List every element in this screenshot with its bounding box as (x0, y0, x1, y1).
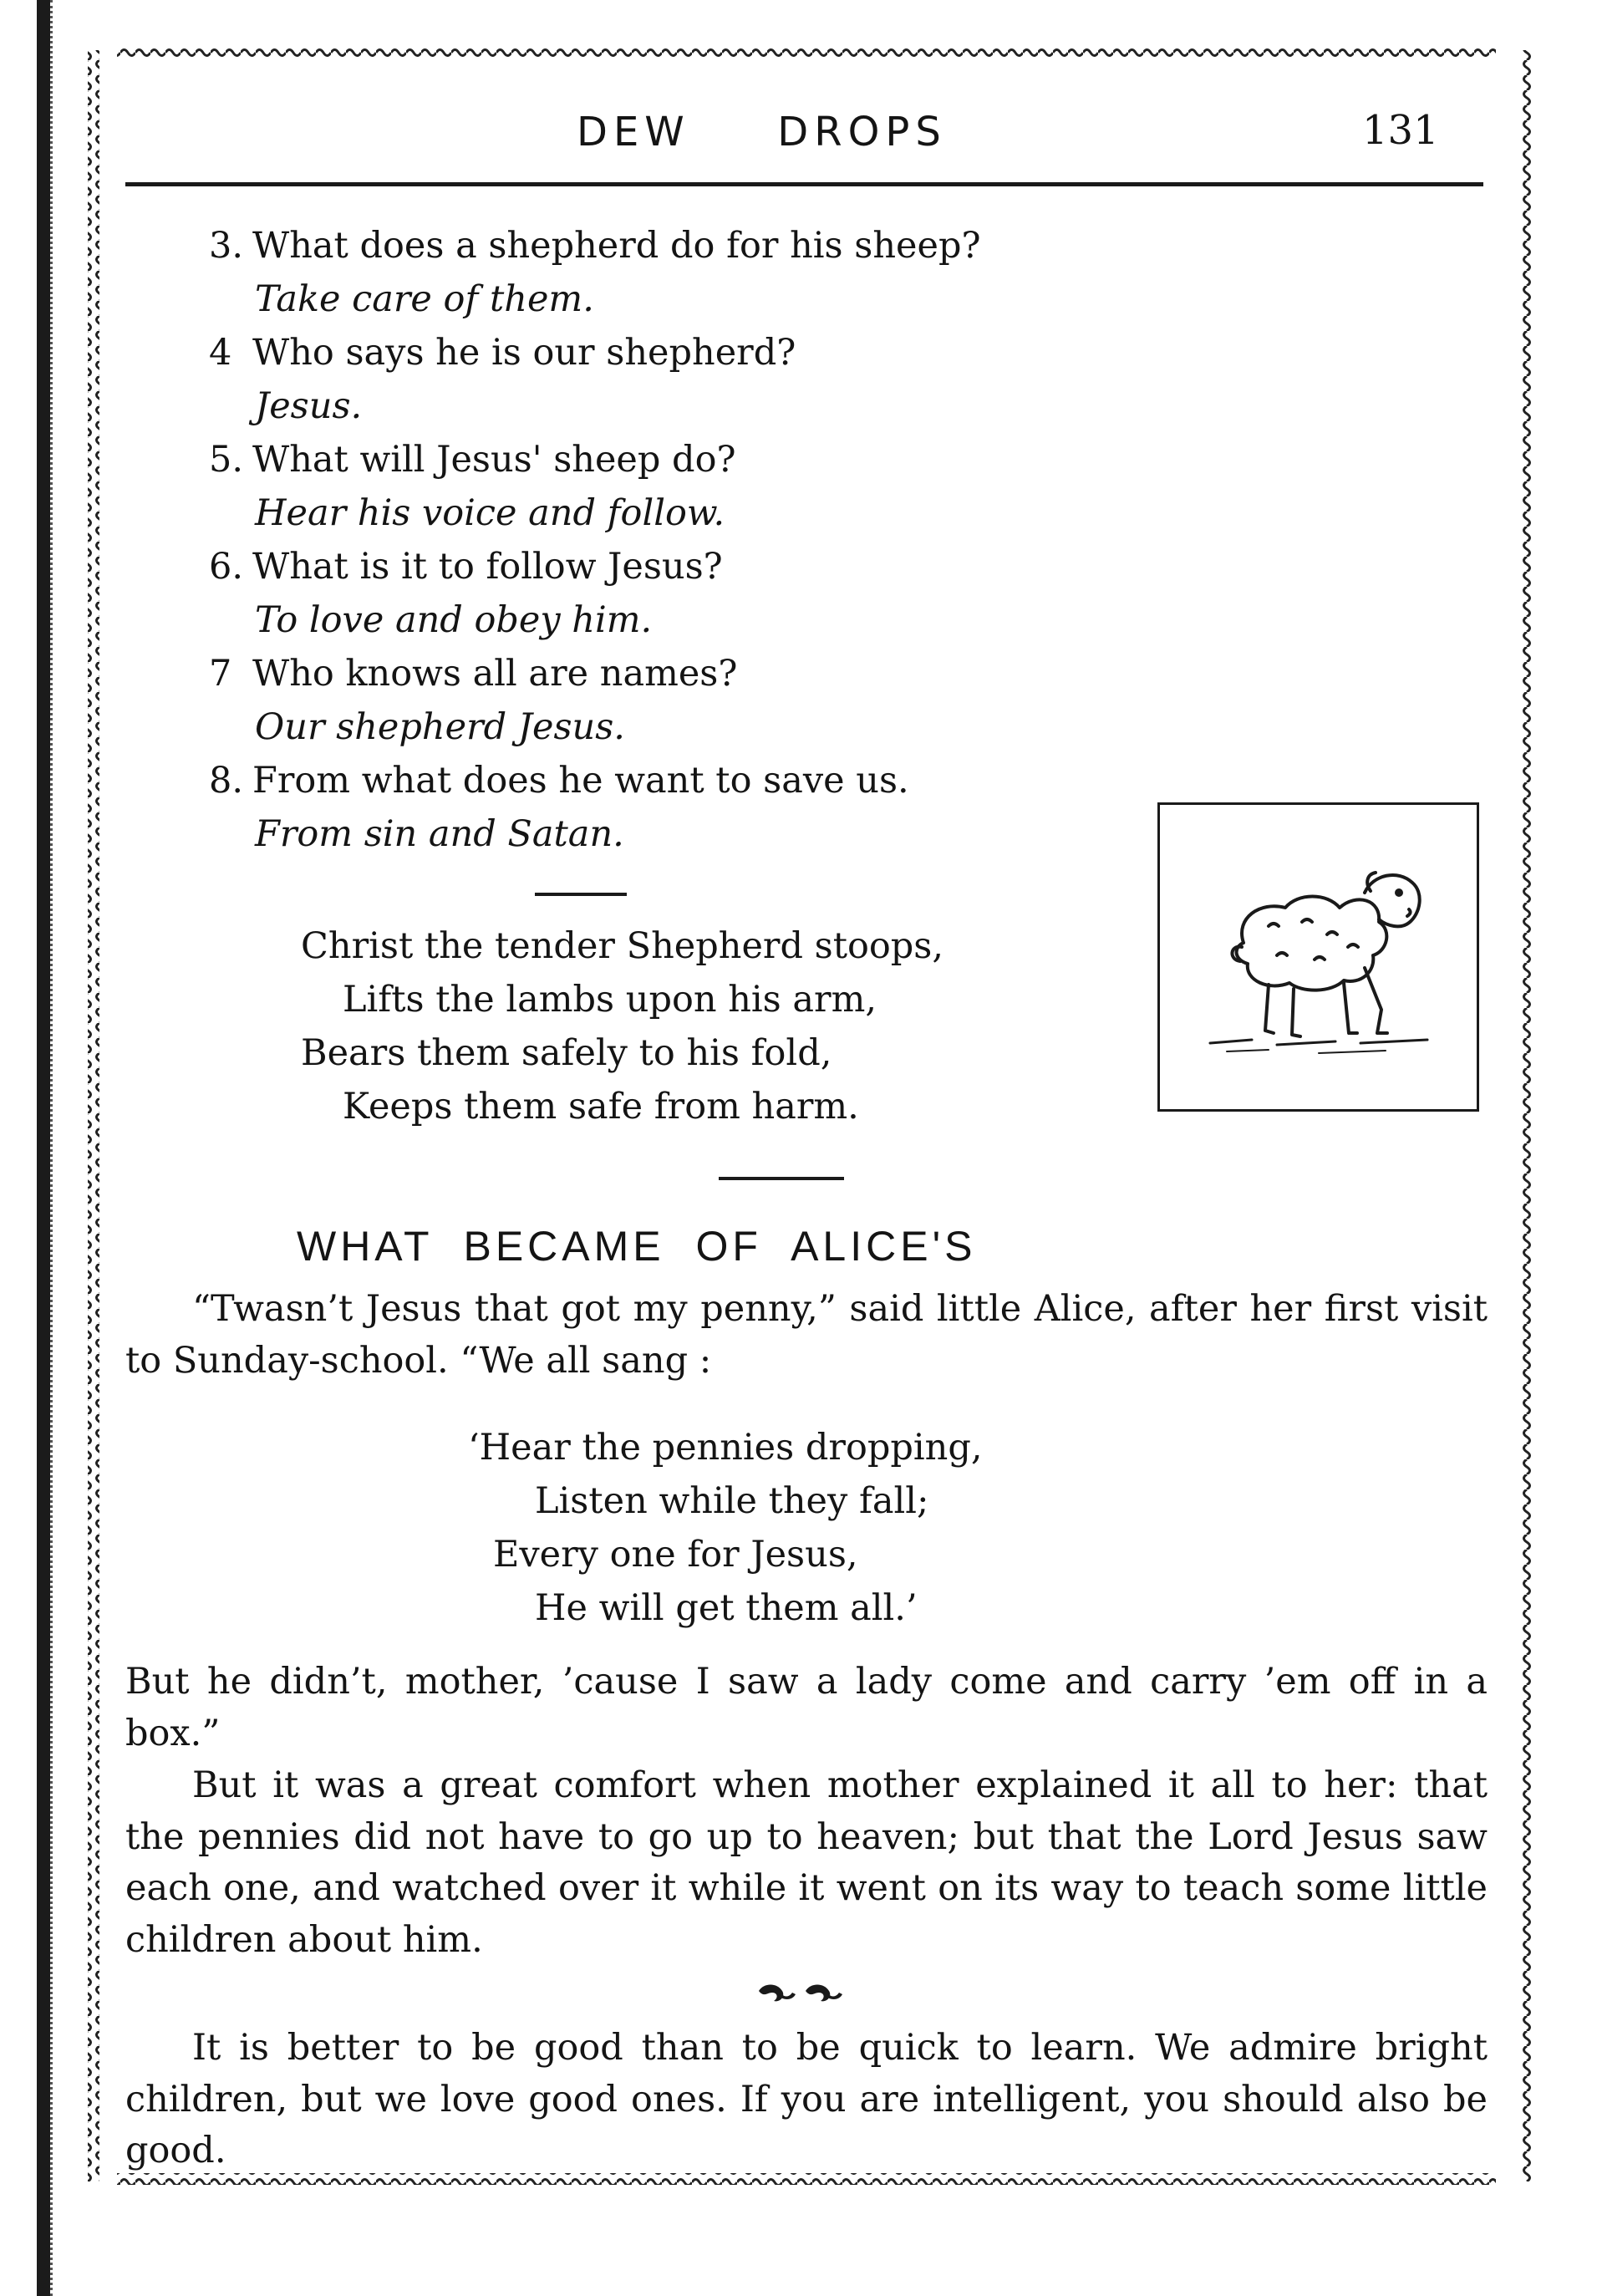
question-number: 5. (209, 439, 244, 481)
running-title-word1: DEW (577, 109, 690, 155)
song-line: He will get them all.’ (535, 1587, 918, 1629)
question-text: Who knows all are names? (252, 653, 738, 695)
story-intro-paragraph (125, 1284, 1488, 1387)
poem-line: Keeps them safe from harm. (343, 1086, 859, 1128)
question-text: What is it to follow Jesus? (252, 546, 723, 588)
closing-paragraph (125, 2023, 1488, 2177)
running-title (577, 109, 947, 155)
story-intro-text: “Twasn’t Jesus that got my penny,” said little Alice, after her first visit to Sunday-school. “We all sang : (125, 1288, 1488, 1382)
story-after-song-paragraph: But he didn’t, mother, ’cause I saw a lady come and carry ’em off in a box.” (125, 1661, 1488, 1754)
question-line (209, 224, 981, 267)
story-explanation-paragraph (125, 1760, 1488, 1966)
song-line: Every one for Jesus, (493, 1534, 858, 1576)
question-number: 6. (209, 546, 244, 588)
song-line: ‘Hear the pennies dropping, (468, 1427, 983, 1469)
question-line (209, 331, 796, 374)
page-number: 131 (1362, 107, 1439, 154)
question-number: 7 (209, 653, 232, 695)
border-left (88, 50, 99, 2181)
song-line: Listen while they fall; (535, 1480, 929, 1522)
question-number: 4 (209, 332, 232, 374)
question-line (209, 545, 723, 588)
question-line (209, 652, 737, 695)
answer-text: Jesus. (255, 385, 363, 427)
header-rule (125, 182, 1483, 186)
question-text: What will Jesus' sheep do? (252, 439, 736, 481)
border-top (117, 46, 1496, 58)
question-text: What does a shepherd do for his sheep? (252, 225, 981, 267)
lamb-icon (1193, 843, 1444, 1077)
fleuron-ornament-icon (752, 1979, 852, 2009)
poem-line: Bears them safely to his fold, (301, 1032, 832, 1074)
question-text: From what does he want to save us. (252, 760, 909, 802)
story-explanation-text: But it was a great comfort when mother explained it all to her: that the pennies did not have to go up to heaven; but that the Lord Jesus saw each one, and watched over it while it went on its way to teach some little children about him. (125, 1764, 1488, 1961)
question-number: 8. (209, 760, 244, 802)
question-text: Who says he is our shepherd? (252, 332, 796, 374)
answer-text: To love and obey him. (255, 599, 653, 641)
answer-text: Take care of them. (255, 278, 594, 320)
poem-line: Christ the tender Shepherd stoops, (301, 925, 944, 967)
section-divider (535, 893, 627, 896)
poem-line: Lifts the lambs upon his arm, (343, 979, 877, 1021)
answer-text: From sin and Satan. (255, 813, 624, 855)
closing-text: It is better to be good than to be quick to learn. We admire bright children, but we love good ones. If you are intelligent, you should also be good. (125, 2027, 1488, 2171)
lamb-illustration-frame (1157, 802, 1479, 1112)
question-number: 3. (209, 225, 244, 267)
story-heading: WHAT BECAME OF ALICE'S (297, 1223, 977, 1270)
question-line (209, 438, 736, 481)
answer-text: Our shepherd Jesus. (255, 706, 625, 748)
section-divider (719, 1177, 844, 1180)
border-right (1519, 50, 1531, 2181)
question-line (209, 759, 909, 802)
answer-text: Hear his voice and follow. (255, 492, 725, 534)
running-title-word2: DROPS (777, 109, 947, 155)
